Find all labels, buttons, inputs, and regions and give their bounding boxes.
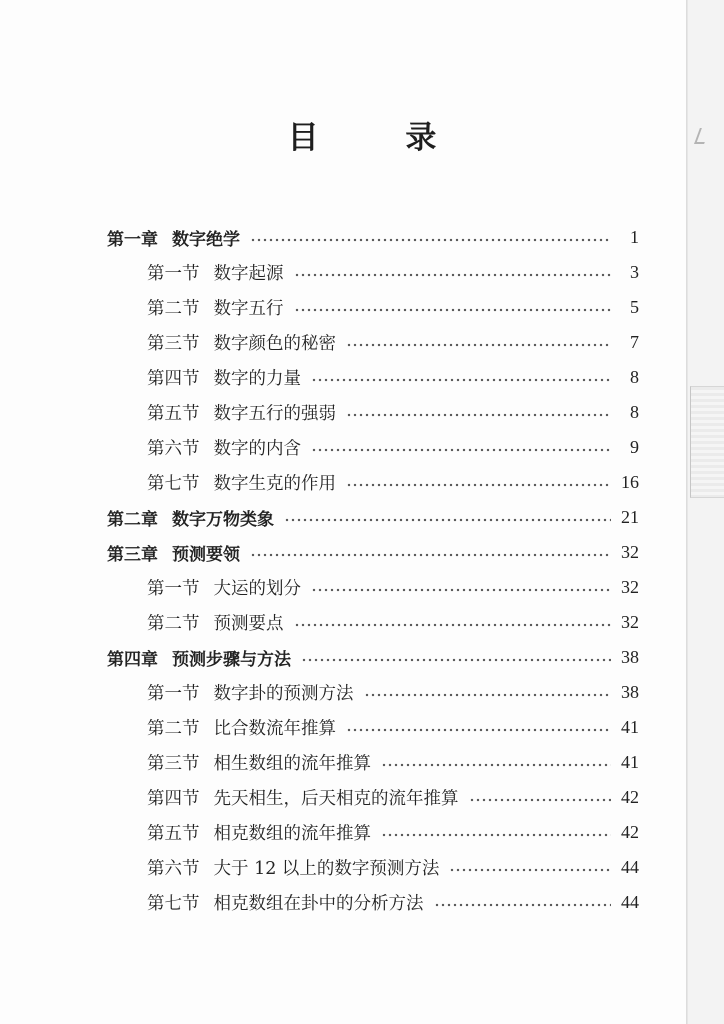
entry-label	[107, 225, 240, 250]
entry-page-number: 8	[630, 401, 639, 422]
entry-title: 数字卦的预测方法	[213, 683, 354, 704]
entry-label	[147, 365, 301, 390]
dot-leader	[346, 343, 611, 347]
entry-label	[147, 575, 301, 600]
entry-page-number: 42	[621, 821, 639, 842]
entry-title: 比合数流年推算	[213, 718, 336, 739]
entry-page-number: 41	[621, 751, 639, 772]
toc-title: 目 录	[287, 120, 475, 156]
entry-page-number: 1	[630, 226, 639, 247]
entry-page-number: 5	[630, 296, 639, 317]
entry-label	[107, 645, 291, 670]
entry-title: 预测步骤与方法	[172, 649, 291, 670]
dot-leader	[364, 693, 612, 697]
entry-number: 第一章	[107, 229, 158, 250]
entry-number: 第二章	[107, 509, 158, 530]
toc-section-entry	[147, 712, 639, 742]
entry-page-number: 3	[630, 261, 639, 282]
entry-title: 相克数组在卦中的分析方法	[213, 893, 424, 914]
entry-label	[147, 820, 371, 845]
entry-page-number: 42	[621, 786, 639, 807]
entry-page-number: 32	[621, 576, 639, 597]
entry-title: 数字万物类象	[172, 509, 274, 530]
entry-page-number: 7	[630, 331, 639, 352]
entry-title: 数字颜色的秘密	[213, 333, 336, 354]
toc-section-entry	[147, 362, 639, 392]
entry-page-number: 44	[621, 891, 639, 912]
toc-section-entry	[147, 292, 639, 322]
entry-title: 大于 12 以上的数字预测方法	[213, 858, 440, 879]
entry-page-number: 32	[621, 541, 639, 562]
dot-leader	[294, 273, 612, 277]
dot-leader	[449, 868, 611, 872]
dot-leader	[346, 413, 611, 417]
edge-ornament	[690, 386, 724, 498]
toc-section-entry	[147, 747, 639, 777]
dot-leader	[469, 798, 612, 802]
entry-number: 第三节	[147, 753, 200, 774]
entry-title: 数字绝学	[172, 229, 240, 250]
dot-leader	[311, 378, 611, 382]
toc-section-entry	[147, 607, 639, 637]
entry-page-number: 38	[621, 681, 639, 702]
entry-label	[147, 855, 439, 880]
dot-leader	[346, 483, 611, 487]
entry-number: 第六节	[147, 858, 200, 879]
dot-leader	[250, 238, 611, 242]
entry-title: 数字的力量	[213, 368, 301, 389]
toc-chapter-entry	[107, 222, 639, 252]
dot-leader	[311, 588, 611, 592]
entry-number: 第三章	[107, 544, 158, 565]
entry-page-number: 16	[621, 471, 639, 492]
entry-title: 数字五行	[213, 298, 284, 319]
entry-number: 第二节	[147, 613, 200, 634]
entry-page-number: 41	[621, 716, 639, 737]
entry-number: 第二节	[147, 718, 200, 739]
entry-page-number: 44	[621, 856, 639, 877]
entry-label	[147, 330, 336, 355]
toc-section-entry	[147, 327, 639, 357]
toc-section-entry	[147, 257, 639, 287]
entry-number: 第三节	[147, 333, 200, 354]
toc-section-entry	[147, 432, 639, 462]
entry-number: 第五节	[147, 403, 200, 424]
dot-leader	[301, 658, 611, 662]
entry-label	[147, 400, 336, 425]
entry-label	[147, 610, 284, 635]
dot-leader	[434, 903, 612, 907]
toc-chapter-entry	[107, 642, 639, 672]
dot-leader	[294, 623, 612, 627]
entry-number: 第二节	[147, 298, 200, 319]
entry-label	[147, 260, 284, 285]
entry-number: 第七节	[147, 893, 200, 914]
entry-number: 第四章	[107, 649, 158, 670]
entry-title: 相克数组的流年推算	[213, 823, 371, 844]
entry-number: 第六节	[147, 438, 200, 459]
entry-title: 大运的划分	[213, 578, 301, 599]
entry-label	[107, 540, 240, 565]
entry-number: 第四节	[147, 368, 200, 389]
dot-leader	[381, 833, 611, 837]
toc-chapter-entry	[107, 502, 639, 532]
entry-title: 数字生克的作用	[213, 473, 336, 494]
entry-page-number: 32	[621, 611, 639, 632]
entry-label	[147, 435, 301, 460]
entry-number: 第一节	[147, 683, 200, 704]
toc-section-entry	[147, 677, 639, 707]
dot-leader	[294, 308, 612, 312]
entry-title: 先天相生，后天相克的流年推算	[213, 788, 459, 809]
toc-section-entry	[147, 887, 639, 917]
entry-page-number: 9	[630, 436, 639, 457]
entry-label	[107, 505, 274, 530]
entry-title: 相生数组的流年推算	[213, 753, 371, 774]
entry-title: 预测要领	[172, 544, 240, 565]
dot-leader	[346, 728, 611, 732]
entry-page-number: 8	[630, 366, 639, 387]
entry-number: 第四节	[147, 788, 200, 809]
entry-page-number: 21	[621, 506, 639, 527]
entry-label	[147, 785, 459, 810]
toc-section-entry	[147, 852, 639, 882]
toc-chapter-entry	[107, 537, 639, 567]
entry-number: 第五节	[147, 823, 200, 844]
entry-label	[147, 295, 284, 320]
entry-title: 预测要点	[213, 613, 284, 634]
entry-label	[147, 715, 336, 740]
entry-label	[147, 470, 336, 495]
dot-leader	[250, 553, 611, 557]
entry-number: 第七节	[147, 473, 200, 494]
dot-leader	[284, 518, 611, 522]
toc-section-entry	[147, 782, 639, 812]
dot-leader	[311, 448, 611, 452]
entry-number: 第一节	[147, 263, 200, 284]
entry-title: 数字五行的强弱	[213, 403, 336, 424]
dot-leader	[381, 763, 611, 767]
toc-section-entry	[147, 467, 639, 497]
entry-number: 第一节	[147, 578, 200, 599]
entry-label	[147, 750, 371, 775]
entry-title: 数字的内含	[213, 438, 301, 459]
toc-section-entry	[147, 397, 639, 427]
entry-label	[147, 890, 424, 915]
toc-section-entry	[147, 817, 639, 847]
entry-label	[147, 680, 354, 705]
entry-title: 数字起源	[213, 263, 284, 284]
entry-page-number: 38	[621, 646, 639, 667]
toc-section-entry	[147, 572, 639, 602]
